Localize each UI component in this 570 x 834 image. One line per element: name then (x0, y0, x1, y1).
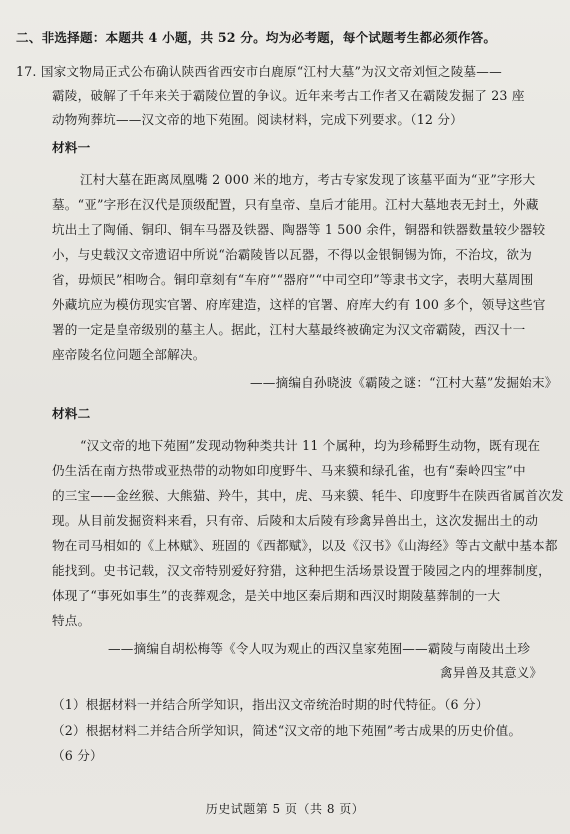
material1-line: 小，与史载汉文帝遗诏中所说“治霸陵皆以瓦器，不得以金银铜锡为饰，不治坟，欲为 (52, 247, 533, 262)
question-line: 动物殉葬坑——汉文帝的地下苑囿。阅读材料，完成下列要求。（12 分） (52, 112, 463, 127)
material2-line: 能找到。史书记载，汉文帝特别爱好狩猎，这种把生活场景设置于陵园之内的埋葬制度， (52, 563, 551, 578)
material2-line: 现。从目前发掘资料来看，只有帝、后陵和太后陵有珍禽异兽出土，这次发掘出土的动 (52, 513, 539, 528)
question-line: 17. 国家文物局正式公布确认陕西省西安市白鹿原“江村大墓”为汉文帝刘恒之陵墓—— (16, 64, 502, 79)
page-footer: 历史试题第 5 页（共 8 页） (205, 802, 365, 816)
material2-source: ——摘编自胡松梅等《令人叹为观止的西汉皇家苑囿——霸陵与南陵出土珍 (108, 641, 531, 656)
section-header: 二、非选择题：本题共 4 小题，共 52 分。均为必考题，每个试题考生都必须作答。 (16, 30, 497, 45)
material1-heading: 材料一 (52, 140, 91, 155)
task-2: （2）根据材料二并结合所学知识，简述“汉文帝的地下苑囿”考古成果的历史价值。 (52, 723, 522, 738)
task-1: （1）根据材料一并结合所学知识，指出汉文帝统治时期的时代特征。（6 分） (52, 697, 489, 712)
material2-line: 的三宝——金丝猴、大熊猫、羚牛，其中，虎、马来貘、牦牛、印度野牛在陕西省属首次发 (52, 488, 564, 503)
material1-line: 江村大墓在距离凤凰嘴 2 000 米的地方，考古专家发现了该墓平面为“亚”字形大 (80, 172, 536, 187)
material1-line: 署的一定是皇帝级别的墓主人。据此，江村大墓最终被确定为汉文帝霸陵，西汉十一 (52, 322, 526, 337)
material2-source-cont: 禽异兽及其意义》 (440, 665, 543, 680)
material2-line: 特点。 (52, 613, 91, 628)
material2-line: “汉文帝的地下苑囿”发现动物种类共计 11 个属种，均为珍稀野生动物，既有现在 (80, 438, 541, 453)
material2-line: 体现了“事死如事生”的丧葬观念，是关中地区秦后期和西汉时期陵墓葬制的一大 (52, 588, 501, 603)
material2-line: 物在司马相如的《上林赋》、班固的《西都赋》，以及《汉书》《山海经》等古文献中基本都 (52, 538, 558, 553)
material1-line: 座帝陵名位问题全部解决。 (52, 347, 206, 362)
material1-source: ——摘编自孙晓波《霸陵之谜：“江村大墓”发掘始末》 (250, 375, 558, 390)
task-2-score: （6 分） (52, 748, 103, 763)
question-line: 霸陵，破解了千年来关于霸陵位置的争议。近年来考古工作者又在霸陵发掘了 23 座 (52, 88, 525, 103)
material1-line: 外藏坑应为模仿现实官署、府库建造，这样的官署、府库大约有 100 多个，领导这些官 (52, 297, 546, 312)
material1-line: 省，毋烦民”相吻合。铜印章刻有“车府”“器府”“中司空印”等隶书文字，表明大墓周围 (52, 272, 534, 287)
material1-line: 坑出土了陶俑、铜印、铜车马器及铁器、陶器等 1 500 余件，铜器和铁器数量较少器较 (52, 222, 546, 237)
material1-line: 墓。“亚”字形在汉代是顶级配置，只有皇帝、皇后才能用。江村大墓地表无封土，外藏 (52, 197, 539, 212)
material2-heading: 材料二 (52, 406, 91, 421)
material2-line: 仍生活在南方热带或亚热带的动物如印度野牛、马来貘和绿孔雀，也有“秦岭四宝”中 (52, 463, 526, 478)
